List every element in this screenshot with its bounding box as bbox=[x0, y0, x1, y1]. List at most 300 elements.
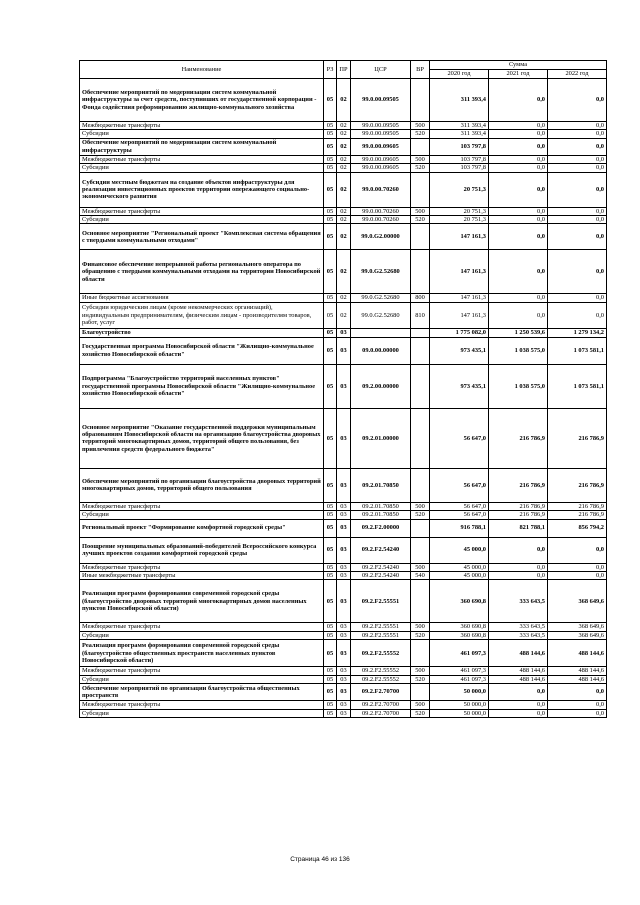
cell-vr: 520 bbox=[411, 164, 430, 172]
cell-2021: 0,0 bbox=[489, 250, 548, 294]
cell-rz: 05 bbox=[324, 563, 337, 571]
table-row bbox=[80, 631, 607, 639]
cell-pr: 03 bbox=[337, 709, 351, 717]
cell-2021: 0,0 bbox=[489, 164, 548, 172]
cell-pr: 03 bbox=[337, 640, 351, 667]
cell-name: Реализация программ формирования современной городской среды (благоустройство дворовых территорий многоквартирных домов населенных пунктов Новосибирской области) bbox=[80, 580, 324, 623]
cell-csr: 09.2.F2.55552 bbox=[351, 675, 411, 683]
cell-2020: 147 161,3 bbox=[430, 302, 489, 328]
cell-name: Межбюджетные трансферты bbox=[80, 122, 324, 130]
cell-rz: 05 bbox=[324, 122, 337, 130]
cell-rz: 05 bbox=[324, 79, 337, 122]
cell-csr: 99.0.00.09605 bbox=[351, 164, 411, 172]
cell-pr: 03 bbox=[337, 572, 351, 580]
cell-2020: 50 000,0 bbox=[430, 684, 489, 701]
cell-2021: 0,0 bbox=[489, 563, 548, 571]
cell-2022: 0,0 bbox=[548, 122, 607, 130]
cell-name: Субсидии bbox=[80, 675, 324, 683]
cell-csr: 09.2.01.00000 bbox=[351, 408, 411, 468]
cell-2021: 216 786,9 bbox=[489, 408, 548, 468]
cell-rz: 05 bbox=[324, 631, 337, 639]
cell-rz: 05 bbox=[324, 502, 337, 510]
table-row bbox=[80, 328, 607, 337]
cell-rz: 05 bbox=[324, 337, 337, 364]
table-row bbox=[80, 337, 607, 364]
cell-csr: 99.0.G2.52680 bbox=[351, 250, 411, 294]
cell-pr: 03 bbox=[337, 563, 351, 571]
cell-csr: 09.2.00.00000 bbox=[351, 364, 411, 408]
cell-name: Межбюджетные трансферты bbox=[80, 155, 324, 163]
cell-csr: 09.2.F2.55551 bbox=[351, 623, 411, 631]
cell-2021: 488 144,6 bbox=[489, 667, 548, 675]
cell-2022: 0,0 bbox=[548, 155, 607, 163]
cell-2022: 0,0 bbox=[548, 684, 607, 701]
cell-csr: 09.2.F2.70700 bbox=[351, 701, 411, 709]
header-rz: РЗ bbox=[324, 61, 337, 79]
cell-vr bbox=[411, 519, 430, 537]
cell-2020: 50 000,0 bbox=[430, 709, 489, 717]
header-year-2020: 2020 год bbox=[430, 70, 489, 79]
cell-pr: 02 bbox=[337, 164, 351, 172]
cell-rz: 05 bbox=[324, 130, 337, 138]
header-sum: Сумма bbox=[430, 61, 607, 70]
cell-vr: 520 bbox=[411, 511, 430, 519]
cell-name: Реализация программ формирования современной городской среды (благоустройство общественных пространств населенных пунктов Новосибирской области) bbox=[80, 640, 324, 667]
table-row bbox=[80, 122, 607, 130]
cell-name: Обеспечение мероприятий по организации благоустройства общественных пространств bbox=[80, 684, 324, 701]
cell-2020: 311 393,4 bbox=[430, 79, 489, 122]
cell-2021: 0,0 bbox=[489, 155, 548, 163]
cell-name: Государственная программа Новосибирской области "Жилищно-коммунальное хозяйство Новосибирской области" bbox=[80, 337, 324, 364]
cell-csr: 99.0.G2.52680 bbox=[351, 294, 411, 302]
cell-pr: 02 bbox=[337, 172, 351, 207]
cell-rz: 05 bbox=[324, 138, 337, 155]
cell-name: Региональный проект "Формирование комфортной городской среды" bbox=[80, 519, 324, 537]
cell-2022: 0,0 bbox=[548, 701, 607, 709]
cell-pr: 02 bbox=[337, 302, 351, 328]
cell-vr bbox=[411, 79, 430, 122]
cell-2022: 1 279 134,2 bbox=[548, 328, 607, 337]
table-row bbox=[80, 250, 607, 294]
cell-vr: 520 bbox=[411, 216, 430, 224]
cell-2022: 0,0 bbox=[548, 224, 607, 250]
cell-csr: 09.2.F2.70700 bbox=[351, 709, 411, 717]
cell-name: Обеспечение мероприятий по организации благоустройства дворовых территорий многоквартирных домов, территорий общего пользования bbox=[80, 468, 324, 502]
cell-name: Субсидии bbox=[80, 130, 324, 138]
cell-csr: 09.2.01.70850 bbox=[351, 502, 411, 510]
cell-pr: 03 bbox=[337, 519, 351, 537]
cell-2022: 0,0 bbox=[548, 572, 607, 580]
cell-2022: 0,0 bbox=[548, 138, 607, 155]
table-row bbox=[80, 519, 607, 537]
cell-vr bbox=[411, 640, 430, 667]
cell-2022: 216 786,9 bbox=[548, 502, 607, 510]
cell-2021: 333 643,5 bbox=[489, 580, 548, 623]
table-row bbox=[80, 684, 607, 701]
cell-rz: 05 bbox=[324, 667, 337, 675]
cell-name: Субсидии bbox=[80, 631, 324, 639]
cell-2021: 216 786,9 bbox=[489, 468, 548, 502]
cell-vr bbox=[411, 328, 430, 337]
table-row bbox=[80, 207, 607, 215]
cell-2020: 360 690,8 bbox=[430, 580, 489, 623]
cell-csr: 09.2.F2.55552 bbox=[351, 667, 411, 675]
cell-pr: 03 bbox=[337, 364, 351, 408]
cell-2022: 368 649,6 bbox=[548, 623, 607, 631]
cell-2021: 0,0 bbox=[489, 122, 548, 130]
cell-rz: 05 bbox=[324, 675, 337, 683]
table-row bbox=[80, 164, 607, 172]
cell-csr: 09.2.F2.55551 bbox=[351, 580, 411, 623]
cell-2020: 360 690,8 bbox=[430, 623, 489, 631]
cell-2022: 216 786,9 bbox=[548, 511, 607, 519]
cell-pr: 02 bbox=[337, 207, 351, 215]
cell-2021: 488 144,6 bbox=[489, 640, 548, 667]
cell-2020: 461 097,3 bbox=[430, 675, 489, 683]
cell-pr: 02 bbox=[337, 250, 351, 294]
cell-pr: 03 bbox=[337, 675, 351, 683]
cell-vr: 520 bbox=[411, 675, 430, 683]
cell-vr bbox=[411, 580, 430, 623]
cell-csr: 09.2.01.70850 bbox=[351, 511, 411, 519]
table-row bbox=[80, 502, 607, 510]
cell-rz: 05 bbox=[324, 207, 337, 215]
cell-pr: 02 bbox=[337, 224, 351, 250]
cell-2020: 147 161,3 bbox=[430, 224, 489, 250]
cell-rz: 05 bbox=[324, 328, 337, 337]
cell-2020: 461 097,3 bbox=[430, 667, 489, 675]
header-vr: ВР bbox=[411, 61, 430, 79]
cell-csr: 99.0.G2.00000 bbox=[351, 224, 411, 250]
cell-pr: 03 bbox=[337, 701, 351, 709]
cell-vr: 500 bbox=[411, 155, 430, 163]
cell-2022: 0,0 bbox=[548, 537, 607, 563]
table-row bbox=[80, 79, 607, 122]
cell-2021: 0,0 bbox=[489, 294, 548, 302]
cell-vr: 540 bbox=[411, 572, 430, 580]
cell-2021: 333 643,5 bbox=[489, 631, 548, 639]
cell-csr: 09.2.F2.00000 bbox=[351, 519, 411, 537]
cell-pr: 03 bbox=[337, 684, 351, 701]
cell-2022: 0,0 bbox=[548, 130, 607, 138]
cell-rz: 05 bbox=[324, 511, 337, 519]
table-row bbox=[80, 572, 607, 580]
table-row bbox=[80, 640, 607, 667]
cell-2021: 0,0 bbox=[489, 216, 548, 224]
cell-rz: 05 bbox=[324, 468, 337, 502]
cell-rz: 05 bbox=[324, 172, 337, 207]
table-row bbox=[80, 172, 607, 207]
cell-2021: 0,0 bbox=[489, 172, 548, 207]
cell-pr: 02 bbox=[337, 216, 351, 224]
cell-name: Межбюджетные трансферты bbox=[80, 623, 324, 631]
cell-csr: 99.0.00.09505 bbox=[351, 130, 411, 138]
cell-2020: 103 797,8 bbox=[430, 164, 489, 172]
cell-2021: 0,0 bbox=[489, 224, 548, 250]
cell-2021: 0,0 bbox=[489, 684, 548, 701]
cell-name: Подпрограмма "Благоустройство территорий населенных пунктов" государственной программы Новосибирской области "Жилищно-коммунальное хозяйство Новосибирской области" bbox=[80, 364, 324, 408]
cell-2022: 488 144,6 bbox=[548, 640, 607, 667]
cell-csr: 99.0.00.70260 bbox=[351, 216, 411, 224]
cell-pr: 02 bbox=[337, 122, 351, 130]
cell-name: Иные межбюджетные трансферты bbox=[80, 572, 324, 580]
cell-pr: 03 bbox=[337, 623, 351, 631]
budget-table-sheet bbox=[79, 60, 606, 718]
header-name: Наименование bbox=[80, 61, 324, 79]
table-row bbox=[80, 675, 607, 683]
cell-2020: 360 690,8 bbox=[430, 631, 489, 639]
cell-2022: 0,0 bbox=[548, 172, 607, 207]
cell-name: Субсидии bbox=[80, 511, 324, 519]
cell-2020: 461 097,3 bbox=[430, 640, 489, 667]
cell-pr: 03 bbox=[337, 468, 351, 502]
cell-vr: 500 bbox=[411, 623, 430, 631]
cell-2020: 56 647,0 bbox=[430, 468, 489, 502]
cell-vr bbox=[411, 468, 430, 502]
cell-pr: 02 bbox=[337, 130, 351, 138]
cell-2020: 311 393,4 bbox=[430, 122, 489, 130]
cell-2020: 50 000,0 bbox=[430, 701, 489, 709]
table-row bbox=[80, 130, 607, 138]
cell-csr: 99.0.00.09605 bbox=[351, 138, 411, 155]
cell-2020: 973 435,1 bbox=[430, 364, 489, 408]
table-body bbox=[80, 79, 607, 718]
cell-rz: 05 bbox=[324, 709, 337, 717]
cell-2022: 0,0 bbox=[548, 207, 607, 215]
cell-csr: 09.0.00.00000 bbox=[351, 337, 411, 364]
table-row bbox=[80, 701, 607, 709]
header-year-2021: 2021 год bbox=[489, 70, 548, 79]
table-row bbox=[80, 563, 607, 571]
cell-rz: 05 bbox=[324, 250, 337, 294]
cell-vr: 500 bbox=[411, 701, 430, 709]
cell-2021: 216 786,9 bbox=[489, 502, 548, 510]
cell-2020: 45 000,0 bbox=[430, 563, 489, 571]
cell-pr: 02 bbox=[337, 294, 351, 302]
cell-vr: 500 bbox=[411, 122, 430, 130]
cell-rz: 05 bbox=[324, 640, 337, 667]
cell-csr: 99.0.00.70260 bbox=[351, 172, 411, 207]
cell-2020: 1 775 082,0 bbox=[430, 328, 489, 337]
cell-pr: 03 bbox=[337, 337, 351, 364]
cell-2021: 0,0 bbox=[489, 207, 548, 215]
cell-2021: 1 038 575,0 bbox=[489, 337, 548, 364]
cell-rz: 05 bbox=[324, 580, 337, 623]
cell-name: Благоустройство bbox=[80, 328, 324, 337]
cell-2022: 0,0 bbox=[548, 302, 607, 328]
cell-pr: 02 bbox=[337, 79, 351, 122]
cell-2020: 916 788,1 bbox=[430, 519, 489, 537]
table-row bbox=[80, 155, 607, 163]
cell-vr bbox=[411, 224, 430, 250]
budget-table bbox=[79, 60, 607, 718]
cell-2020: 20 751,3 bbox=[430, 216, 489, 224]
cell-2021: 1 038 575,0 bbox=[489, 364, 548, 408]
cell-2022: 0,0 bbox=[548, 563, 607, 571]
cell-vr bbox=[411, 138, 430, 155]
cell-rz: 05 bbox=[324, 224, 337, 250]
cell-2021: 0,0 bbox=[489, 138, 548, 155]
cell-2020: 103 797,8 bbox=[430, 155, 489, 163]
cell-vr bbox=[411, 364, 430, 408]
cell-name: Субсидии местным бюджетам на создание объектов инфраструктуры для реализации инвестиционных проектов территории опережающего социально-экономического развития bbox=[80, 172, 324, 207]
cell-2021: 821 788,1 bbox=[489, 519, 548, 537]
cell-rz: 05 bbox=[324, 302, 337, 328]
cell-vr: 520 bbox=[411, 631, 430, 639]
cell-name: Субсидии bbox=[80, 164, 324, 172]
table-row bbox=[80, 294, 607, 302]
cell-name: Субсидии bbox=[80, 216, 324, 224]
cell-rz: 05 bbox=[324, 294, 337, 302]
cell-rz: 05 bbox=[324, 164, 337, 172]
cell-pr: 03 bbox=[337, 328, 351, 337]
cell-2022: 0,0 bbox=[548, 216, 607, 224]
cell-name: Субсидии bbox=[80, 709, 324, 717]
cell-vr: 520 bbox=[411, 709, 430, 717]
cell-2020: 45 000,0 bbox=[430, 537, 489, 563]
table-row bbox=[80, 468, 607, 502]
cell-name: Основное мероприятие "Региональный проект "Комплексная система обращения с твердыми коммунальными отходами" bbox=[80, 224, 324, 250]
cell-2022: 0,0 bbox=[548, 250, 607, 294]
cell-2020: 311 393,4 bbox=[430, 130, 489, 138]
header-year-2022: 2022 год bbox=[548, 70, 607, 79]
cell-vr bbox=[411, 172, 430, 207]
cell-vr: 800 bbox=[411, 294, 430, 302]
cell-2022: 368 649,6 bbox=[548, 580, 607, 623]
cell-2022: 0,0 bbox=[548, 164, 607, 172]
cell-2020: 20 751,3 bbox=[430, 172, 489, 207]
cell-csr: 99.0.00.09505 bbox=[351, 122, 411, 130]
cell-2022: 216 786,9 bbox=[548, 468, 607, 502]
cell-rz: 05 bbox=[324, 623, 337, 631]
cell-rz: 05 bbox=[324, 684, 337, 701]
header-pr: ПР bbox=[337, 61, 351, 79]
cell-name: Иные бюджетные ассигнования bbox=[80, 294, 324, 302]
cell-pr: 03 bbox=[337, 408, 351, 468]
cell-vr bbox=[411, 250, 430, 294]
cell-rz: 05 bbox=[324, 701, 337, 709]
cell-csr: 99.0.00.70260 bbox=[351, 207, 411, 215]
cell-2021: 0,0 bbox=[489, 709, 548, 717]
cell-name: Межбюджетные трансферты bbox=[80, 563, 324, 571]
page-number-footer: Страница 46 из 136 bbox=[290, 856, 350, 863]
cell-pr: 03 bbox=[337, 667, 351, 675]
cell-2022: 216 786,9 bbox=[548, 408, 607, 468]
cell-name: Основное мероприятие "Оказание государственной поддержки муниципальным образованиям Новосибирской области на организацию благоустройства дворовых территорий многоквартирных домов, территорий общего пользования, без привлечения средств федерального бюджета" bbox=[80, 408, 324, 468]
cell-pr: 02 bbox=[337, 155, 351, 163]
cell-2022: 1 073 581,1 bbox=[548, 364, 607, 408]
cell-name: Поощрение муниципальных образований-победителей Всероссийского конкурса лучших проектов создания комфортной городской среды bbox=[80, 537, 324, 563]
cell-rz: 05 bbox=[324, 537, 337, 563]
cell-vr bbox=[411, 408, 430, 468]
cell-vr bbox=[411, 337, 430, 364]
cell-2022: 856 794,2 bbox=[548, 519, 607, 537]
table-row bbox=[80, 511, 607, 519]
table-row bbox=[80, 537, 607, 563]
cell-rz: 05 bbox=[324, 408, 337, 468]
cell-csr: 99.0.00.09505 bbox=[351, 79, 411, 122]
cell-vr: 500 bbox=[411, 502, 430, 510]
cell-2021: 0,0 bbox=[489, 302, 548, 328]
cell-vr: 520 bbox=[411, 130, 430, 138]
cell-2022: 488 144,6 bbox=[548, 675, 607, 683]
cell-vr bbox=[411, 537, 430, 563]
cell-name: Финансовое обеспечение непрерывной работы регионального оператора по обращению с твердыми коммунальными отходами на территории Новосибирской области bbox=[80, 250, 324, 294]
table-row bbox=[80, 623, 607, 631]
cell-2020: 147 161,3 bbox=[430, 294, 489, 302]
cell-2021: 216 786,9 bbox=[489, 511, 548, 519]
cell-rz: 05 bbox=[324, 216, 337, 224]
cell-rz: 05 bbox=[324, 572, 337, 580]
header-csr: ЦСР bbox=[351, 61, 411, 79]
cell-2021: 1 250 539,6 bbox=[489, 328, 548, 337]
cell-csr: 99.0.G2.52680 bbox=[351, 302, 411, 328]
cell-2021: 0,0 bbox=[489, 130, 548, 138]
cell-rz: 05 bbox=[324, 155, 337, 163]
table-row bbox=[80, 138, 607, 155]
cell-2020: 20 751,3 bbox=[430, 207, 489, 215]
cell-name: Обеспечение мероприятий по модернизации систем коммунальной инфраструктуры за счет средств, поступивших от государственной корпорации - Фонда содействия реформированию жилищно-коммунального хозяйства bbox=[80, 79, 324, 122]
cell-csr: 09.2.F2.55551 bbox=[351, 631, 411, 639]
cell-vr: 500 bbox=[411, 207, 430, 215]
cell-2021: 488 144,6 bbox=[489, 675, 548, 683]
cell-2020: 56 647,0 bbox=[430, 502, 489, 510]
cell-csr bbox=[351, 328, 411, 337]
cell-pr: 03 bbox=[337, 631, 351, 639]
cell-vr: 500 bbox=[411, 563, 430, 571]
cell-2020: 45 000,0 bbox=[430, 572, 489, 580]
cell-2021: 0,0 bbox=[489, 701, 548, 709]
cell-name: Межбюджетные трансферты bbox=[80, 502, 324, 510]
cell-name: Обеспечение мероприятий по модернизации систем коммунальной инфраструктуры bbox=[80, 138, 324, 155]
cell-csr: 09.2.F2.54240 bbox=[351, 563, 411, 571]
cell-csr: 99.0.00.09605 bbox=[351, 155, 411, 163]
cell-2020: 973 435,1 bbox=[430, 337, 489, 364]
cell-csr: 09.2.01.70850 bbox=[351, 468, 411, 502]
cell-2022: 0,0 bbox=[548, 709, 607, 717]
cell-csr: 09.2.F2.54240 bbox=[351, 537, 411, 563]
cell-vr bbox=[411, 684, 430, 701]
table-row bbox=[80, 580, 607, 623]
cell-2021: 0,0 bbox=[489, 537, 548, 563]
table-row bbox=[80, 667, 607, 675]
cell-2022: 488 144,6 bbox=[548, 667, 607, 675]
table-row bbox=[80, 709, 607, 717]
table-row bbox=[80, 408, 607, 468]
cell-pr: 02 bbox=[337, 138, 351, 155]
cell-csr: 09.2.F2.55552 bbox=[351, 640, 411, 667]
cell-name: Межбюджетные трансферты bbox=[80, 667, 324, 675]
cell-csr: 09.2.F2.54240 bbox=[351, 572, 411, 580]
cell-pr: 03 bbox=[337, 580, 351, 623]
cell-rz: 05 bbox=[324, 364, 337, 408]
cell-2022: 1 073 581,1 bbox=[548, 337, 607, 364]
cell-2022: 0,0 bbox=[548, 79, 607, 122]
cell-2022: 368 649,6 bbox=[548, 631, 607, 639]
cell-vr: 500 bbox=[411, 667, 430, 675]
table-row bbox=[80, 302, 607, 328]
cell-rz: 05 bbox=[324, 519, 337, 537]
cell-pr: 03 bbox=[337, 511, 351, 519]
cell-2020: 103 797,8 bbox=[430, 138, 489, 155]
cell-csr: 09.2.F2.70700 bbox=[351, 684, 411, 701]
cell-pr: 03 bbox=[337, 537, 351, 563]
cell-vr: 810 bbox=[411, 302, 430, 328]
cell-name: Межбюджетные трансферты bbox=[80, 701, 324, 709]
cell-2020: 56 647,0 bbox=[430, 511, 489, 519]
cell-pr: 03 bbox=[337, 502, 351, 510]
cell-2020: 56 647,0 bbox=[430, 408, 489, 468]
